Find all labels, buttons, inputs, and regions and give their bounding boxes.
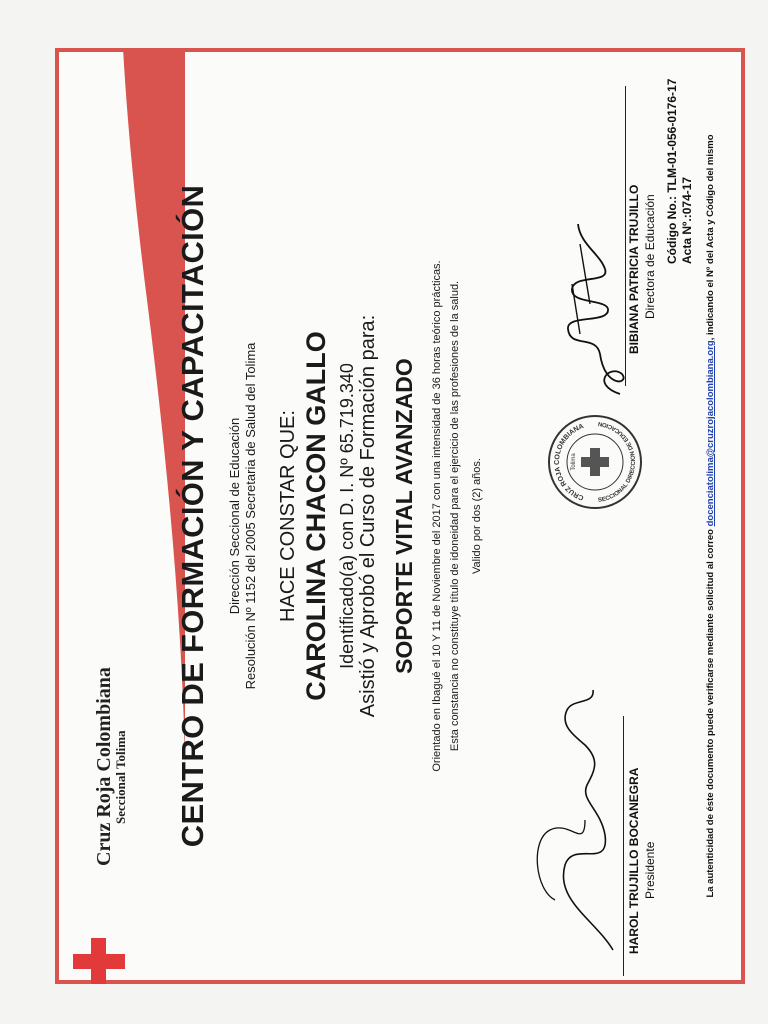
attended-line: Asistió y Aprobó el Curso de Formación para: (357, 314, 379, 718)
president-name: HAROL TRUJILLO BOCANEGRA (627, 767, 641, 954)
direction-line: Dirección Seccional de Educación (227, 417, 242, 615)
signature-line-left (623, 716, 624, 976)
director-role: Directora de Educación (643, 194, 657, 319)
resolution-line: Resolución Nº 1152 del 2005 Secretaria de Salud del Tolima (243, 342, 258, 690)
red-cross-logo-icon (69, 938, 129, 984)
footer-text-after: , indicando el Nº del Acta y Código del mismo (705, 134, 716, 341)
verification-email-link[interactable]: docenciatolima@cruzrojacolombiana.org (705, 340, 716, 527)
signature-line-right (625, 86, 626, 386)
certificate-title: CENTRO DE FORMACIÓN Y CAPACITACIÓN (175, 184, 210, 848)
certifies-heading: HACE CONSTAR QUE: (277, 410, 299, 622)
president-role: Presidente (643, 841, 657, 899)
course-name: SOPORTE VITAL AVANZADO (391, 358, 417, 674)
seal-inner-text: Tolima (571, 453, 577, 471)
footer-text-before: La autenticidad de éste documento puede verificarse mediante solicitud al correo (705, 529, 716, 898)
president-signature (525, 670, 625, 960)
organization-name: Cruz Roja Colombiana (93, 667, 115, 866)
director-name: BIBIANA PATRICIA TRUJILLO (627, 184, 641, 354)
authenticity-footer (705, 48, 716, 984)
seal-bottom-text: SECCIONAL DIRECCION DE EDUCACION (597, 420, 638, 504)
education-seal (545, 412, 645, 512)
disclaimer-line: Esta constancia no constituye título de idoneidad para el ejercicio de las profesiones de la salud. (449, 280, 461, 752)
certificate (55, 48, 745, 984)
organization-section: Seccional Tolima (113, 730, 128, 824)
location-date-line: Orientado en Ibagué el 10 Y 11 de Noviembre del 2017 con una intensidad de 36 horas teórico prácticas. (431, 260, 443, 772)
seal-outer-text: CRUZ ROJA COLOMBIANA (553, 422, 585, 502)
act-number: Acta Nº.:074-17 (680, 176, 694, 264)
certificate-code: Código No.: TLM-01-056-0176-17 (665, 78, 679, 264)
recipient-identification: Identificado(a) con D. I. Nº 65.719.340 (337, 363, 357, 669)
director-signature (550, 214, 630, 404)
recipient-name: CAROLINA CHACON GALLO (301, 331, 331, 701)
validity-line: Valido por dos (2) años. (471, 458, 483, 574)
